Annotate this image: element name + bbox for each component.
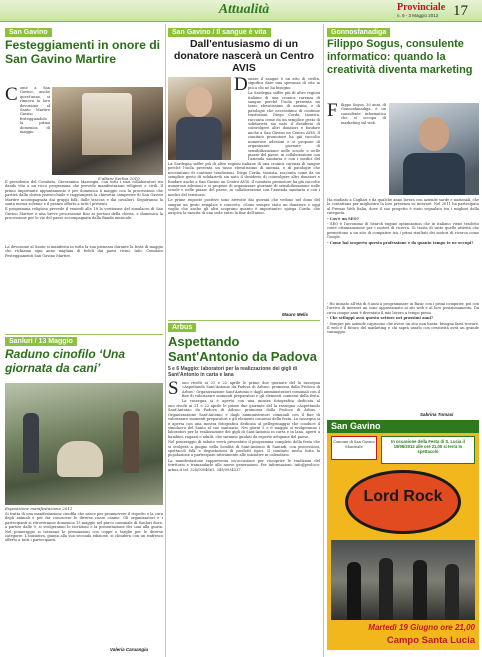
musician-shape [347,562,361,620]
article-body: Il presidente del Comitato, Giovannino Marongiu, con tutti i suoi collaboratori sta dando vita a un ricco programma che prevede manifestazioni religiose e civili. Il primo importante appuntamento è per domenica 6 maggio con la processione che partirà dalla chiesa parrocchiale e raggiungerà la chiesetta campestre di San Gavino Martire accompagnata dai gruppi folk, dalle traccas e dai cavalieri. Seguiranno la santa messa solenne e il pranzo offerto a tutti i presenti. Il programma religioso prevede il venerdì alle 18 la vestizione del simulacro di San Gavino Martire e una breve processione fino ai portoni della chiesa, e domenica la processione per le vie del paese accompagnata dalla Banda musicale. [5,180,163,221]
article-body: onare il sangue è un atto di civiltà, significa dare una speranza di vita in più a chi ne ha bisogno. La Sardegna soffre più di altre regioni italiane di una cronica carenza di sangue perché l'isola presenta un tasso elevatissimo di anemia, e di patologie che necessitano di continue trasfusioni. Diego Corda, tassista, racconta come da un semplice gesto di solidarietà sia nato il desiderio di coinvolgere altri donatori e fondare anche a San Gavino un Centro AVIS. Il comitato promotore ha già raccolto numerose adesioni e si propone di organizzare giornate di sensibilizzazione nelle scuole e nelle piazze del paese, in collaborazione con l'azienda sanitaria e con i medici del [248,77,320,161]
drop-cap: C [5,84,18,105]
face-shape [186,87,212,117]
shirt-shape [176,117,222,160]
musician-shape [379,558,393,620]
article-headline: Festeggiamenti in onore di San Gavino Martire [5,38,161,66]
article-body: ilippo Sogus, 30 anni, di Gonnosfanadiga, è un consulente informatico che si occupa di marketing sul web. [341,103,386,125]
musician-shape [413,560,427,620]
column-divider [165,24,166,657]
divider [5,334,163,335]
issue-date: n. 9 - 3 Maggio 2012 [397,13,439,18]
article-headline: Aspettando Sant'Antonio da Padova [168,334,317,364]
photo-caption: S'altare Serboi 2010 [98,176,140,181]
band-photo [331,540,475,620]
statue-shape [82,93,132,155]
byline: Mauro Melis [282,312,309,317]
section-title: Attualità [218,2,270,17]
article-tag: Sanluri / 13 Maggio [5,337,77,346]
event-advertisement [327,420,479,650]
drop-cap: D [234,74,248,95]
article-body: ono rivolti ai 21 e 22 aprile le prime due giornate del la rassegna «Aspettando Sant'Antonio da Padova di Arbus» promossa dalla Proloco di Arbus - Organizzazione Sant'Antonio e dagli amministratori comunali con il fine di valorizzare momenti preparatori e gli elementi connessi della festa. La rassegna si è aperta con una mostra fotografica dedicata al [182,381,320,403]
ad-date: Martedì 19 Giugno ore 21,00 [368,623,475,632]
article-tag: San Gavino [5,28,52,37]
byline: Valeria Caruangiu [110,647,149,652]
article-body: Ha studiato a Cagliari e da qualche anno lavora con aziende sarde e nazionali, che lo contattano per migliorare la loro presenza su internet. Nel 2011 ha partecipato al Premio Web Italia, dove il suo progetto è stato segnalato tra i migliori della categoria. - Cos'è un SEO? - SEO è l'acronimo di Search engine optimization che in italiano viene tradotto come ottimizzazione per i motori di ricerca. Si tratta di tutte quelle attività che permettono a un sito di comparire tra i primi risultati dei motori di ricerca come Google. - Come hai scoperto questa professione e da quanto tempo te ne occupi? [327,198,479,245]
newspaper-logo: Provinciale [397,2,446,13]
article-headline: Dall'entusiasmo di un donatore nascerà un Centro AVIS [173,38,315,74]
article-headline: Filippo Sogus, consulente informatico: quando la creatività diventa marketing [327,38,473,76]
dog-shape [57,441,103,477]
article-body: - Ho iniziato all'età di 8 anni a programmare in Basic con i primi computer, poi con l'arrivo di internet mi sono appassionato ai siti web e al loro posizionamento. Da circa cinque anni è diventato il mio lavoro a tempo pieno. - Che sviluppi avrà questo settore nei prossimi anni? - Sempre più aziende capiscono che avere un sito non basta: bisogna farsi trovare. Il web è il futuro del marketing e chi saprà usarlo con creatività avrà un grande vantaggio. [327,302,479,335]
person-shape [123,411,139,473]
byline: Sabrina Tomasi [420,412,454,417]
face-shape [419,117,449,151]
musician-shape [445,564,459,620]
ad-info-box: In occasione della Festa di S. Lucia il 19/06/2012 alle ore 21,00 si terrà lo spettacolo [381,436,475,464]
article-body: ome a San Gavino, anche quest'anno, si rinnova la loro devozione al Santo Martire Gavino festeggiandolo la prima domenica di maggio. [20,86,50,135]
shirt-shape [403,153,465,195]
column-divider [323,24,324,657]
drop-cap: F [327,100,338,121]
donor-photo [168,77,231,160]
portrait-photo [389,103,479,195]
article-body: Si tratta di una manifestazione cinofila che nasce per promuovere il rispetto e la cura degli animali e per far conoscere le diverse razze canine. Gli organizzatori e i partecipanti si ritroveranno domenica 13 maggio nel parco comunale di Sanluri dove, a partire dalle 9, si svolgeranno le iscrizioni e la presentazione dei cani alla giuria. Nel pomeriggio si terranno le premiazioni con coppe e targhe per le diverse categorie. L'iniziativa, giunta alla sua seconda edizione, si chiuderà con un rinfresco offerto a tutti i partecipanti. [5,512,163,543]
ad-band-logo: Lord Rock [363,488,443,505]
article-tag: Gonnosfanadiga [327,28,390,37]
article-body: La devozione al Santo si manifesta in tutta la sua pienezza durante la festa di maggio che richiama ogni anno migliaia di fedeli dai paesi vicini. Info: Comitato Festeggiamenti San Gavino Martire. [5,245,163,258]
page-number: 17 [453,3,468,19]
article-body: ono rivolti ai 21 e 22 aprile le prime due giornate del la rassegna «Aspettando Sant'Antonio da Padova di Arbus» promossa dalla Proloco di Arbus - Organizzazione Sant'Antonio e dagli amministratori comunali con il fine di valorizzare momenti preparatori e gli elementi connessi della festa. La rassegna si è aperta con una mostra fotografica dedicata al pellegrinaggio che conduce il simulacro del Santo al suo santuario. Nei giorni 5 e 6 maggio si svolgeranno i laboratori per la realizzazione dei gigli di Sant'Antonio in carta e in lana, aperti a bambini, ragazzi e adulti, che saranno guidati da esperte artigiane del paese. Nel pomeriggio di sabato verrà presentato il programma completo della festa che si svolgerà a giugno nella località di Sant'Antonio di Santadi, con processioni, spettacoli folk e degustazioni di prodotti tipici. Il comitato invita tutta la popolazione a partecipare attivamente alle iniziative in calendario. La manifestazione rappresenta un'occasione per riscoprire le tradizioni del territorio e tramandarle alle nuove generazioni. Per informazioni: info@proloco-arbus.it tel. 328/0004661, 349/0934337. [168,404,320,472]
divider [168,320,320,321]
article-tag: Arbus [168,323,196,332]
article-body: La Sardegna soffre più di altre regioni italiane di una cronica carenza di sangue perché l'isola presenta un tasso elevatissimo di anemia, e di patologie che necessitano di continue trasfusioni. Diego Corda, tassista, racconta come da un semplice gesto di solidarietà sia nato il desiderio di coinvolgere altri donatori e fondare anche a San Gavino un Centro AVIS. Il comitato promotore ha già raccolto numerose adesioni e si propone di organizzare giornate di sensibilizzazione nelle scuole e nelle piazze del paese, in collaborazione con l'azienda sanitaria e con i medici del territorio. Le prime risposte positive sono arrivate dai giovani che vedono nel dono del sangue un gesto semplice e concreto. «Sono sempre stato un donatore e oggi voglio che anche gli altri scoprano quanto è importante» spiega Corda, che auspica la nascita di una sede entro la fine dell'anno. [168,162,320,216]
person-shape [23,413,39,473]
dog-show-photo [5,383,163,505]
article-tag: San Gavino / Il sangue è vita [168,28,271,37]
article-subhead: 5 e 6 Maggio: laboratori per la realizzazione dei gigli di Sant'Antonio in carta e lana [168,366,298,378]
ad-town: San Gavino [331,421,381,431]
article-headline: Raduno cinofilo ‘Una giornata da cani’ [5,347,125,375]
ad-municipality-badge: Comune di San Gavino Monreale [331,436,377,460]
ad-place: Campo Santa Lucia [386,635,475,646]
drop-cap: S [168,378,179,399]
photo-caption: Esposizione manifestazione 2011 [5,506,73,511]
altar-photo [52,87,163,175]
